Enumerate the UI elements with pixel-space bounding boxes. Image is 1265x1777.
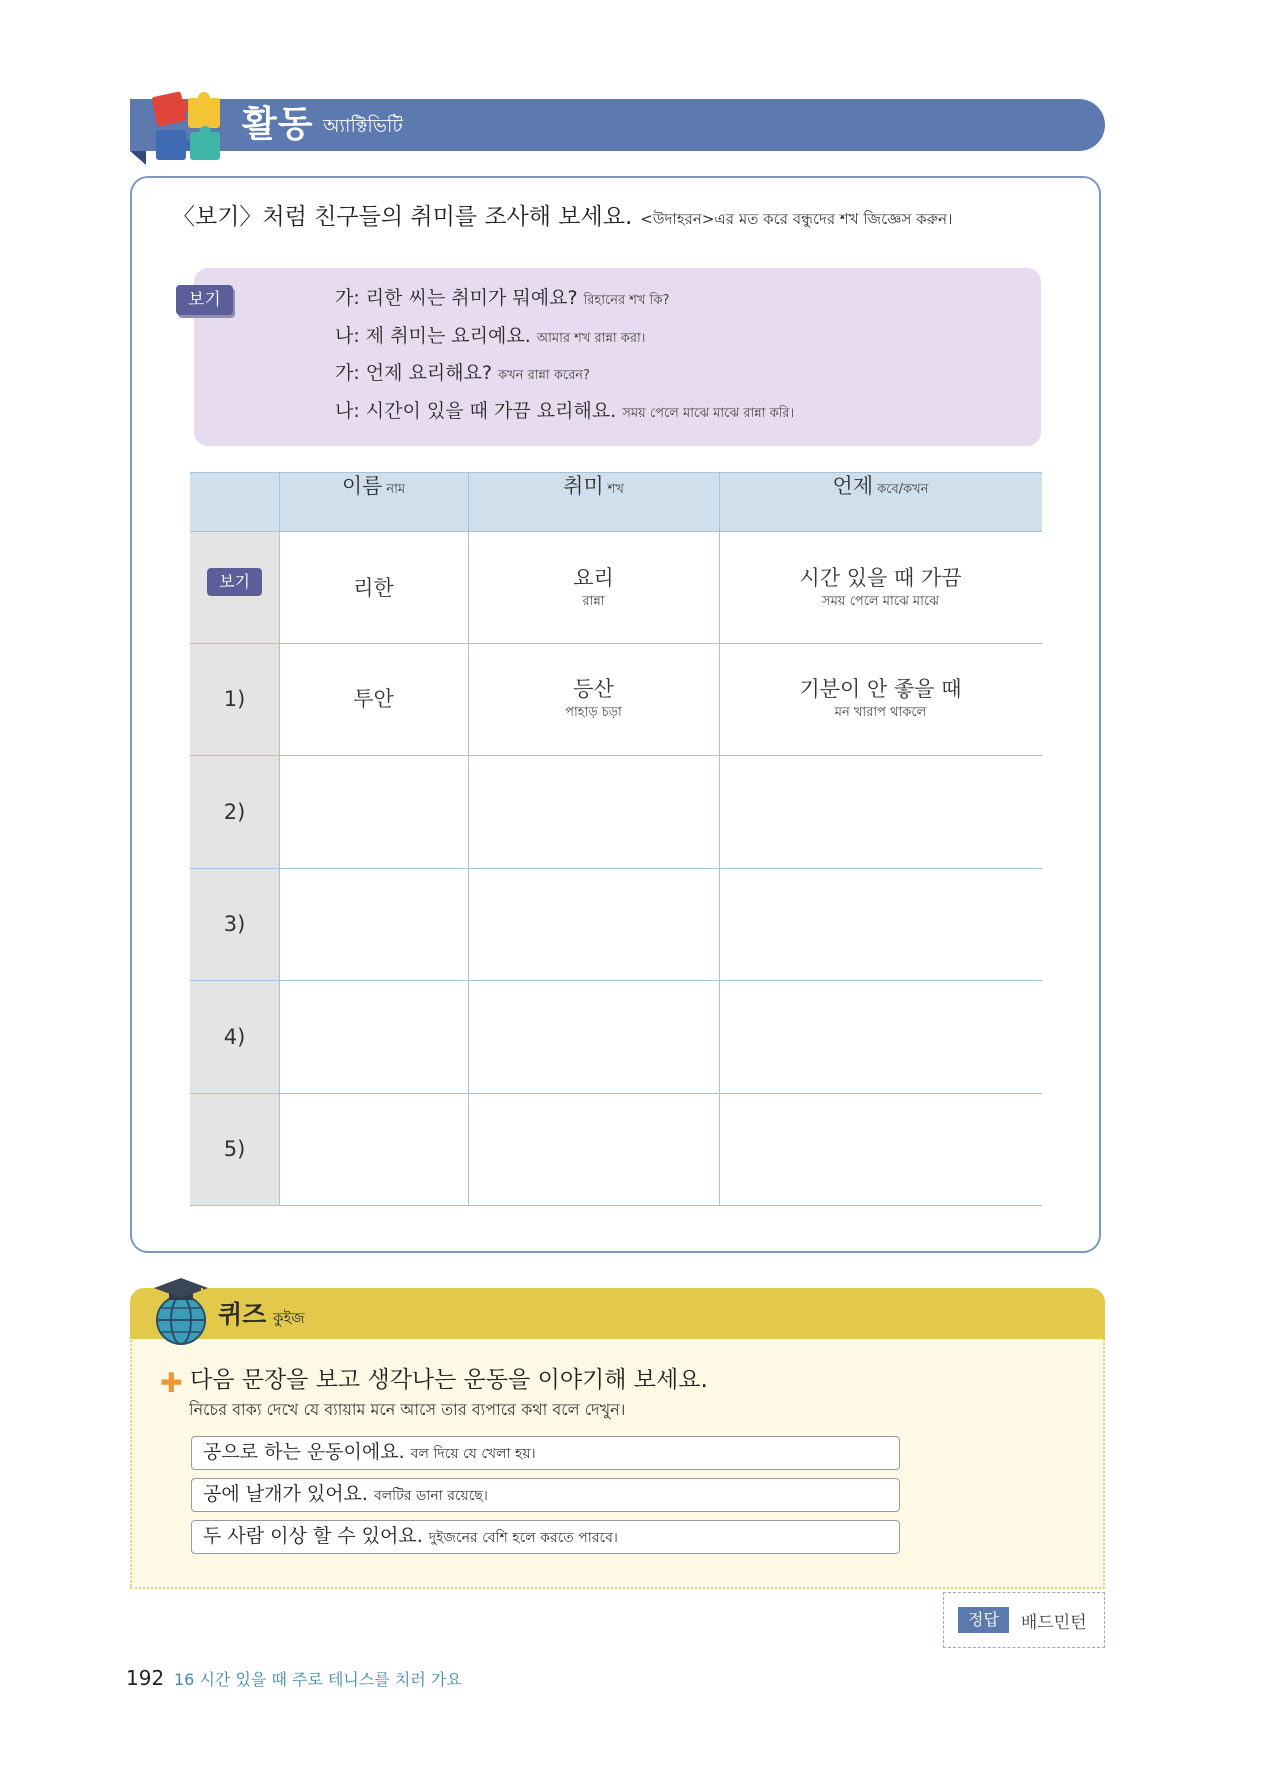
row-label — [190, 1093, 279, 1205]
table-cell-when[interactable] — [719, 980, 1042, 1093]
cell-hobby-korean: 요리 — [573, 565, 614, 590]
table-cell-hobby[interactable] — [468, 643, 719, 755]
table-divider — [190, 1205, 1042, 1206]
instruction-bengali: <উদাহরন>এর মত করে বন্ধুদের শখ জিজ্ঞেস করুন। — [640, 210, 953, 228]
dialog-line-bengali: রিহানের শখ কি? — [583, 293, 670, 308]
hint-korean: 공으로 하는 운동이에요. — [203, 1441, 405, 1463]
dialog-line — [335, 318, 794, 356]
row-number: 3) — [223, 912, 246, 936]
dialog-line — [335, 355, 794, 393]
table-cell-when[interactable] — [719, 643, 1042, 755]
quiz-subtitle: কুইজ — [273, 1309, 305, 1327]
header-korean: 취미 — [563, 474, 604, 498]
table-cell-when[interactable] — [719, 1093, 1042, 1205]
row-label — [190, 755, 279, 868]
table-cell-name[interactable] — [279, 868, 468, 980]
row-label — [190, 868, 279, 980]
dialog-line — [335, 393, 794, 431]
cell-hobby-bengali: রান্না — [582, 593, 605, 609]
dialog-line — [335, 280, 794, 318]
cell-name-text: 리한 — [353, 575, 394, 600]
answer-value: 배드민턴 — [1020, 1612, 1087, 1633]
dialog-line-bengali: সময় পেলে মাঝে মাঝে রান্না করি। — [622, 405, 795, 421]
row-number: 2) — [223, 799, 246, 824]
quiz-hint-box — [191, 1520, 900, 1554]
activity-instruction — [172, 200, 952, 236]
quiz-question-korean: 다음 문장을 보고 생각나는 운동을 이야기해 보세요. — [190, 1367, 708, 1393]
table-cell-name[interactable] — [279, 755, 468, 868]
hint-bengali: দুইজনের বেশি হলে করতে পারবে। — [428, 1530, 618, 1546]
cell-when-bengali: সময় পেলে মাঝে মাঝে — [822, 593, 939, 609]
header-korean: 이름 — [341, 474, 383, 498]
header-bengali: নাম — [386, 482, 406, 497]
cell-when-korean: 시간 있을 때 가끔 — [799, 565, 962, 590]
quiz-hint-box — [191, 1436, 900, 1470]
cell-hobby-bengali: পাহাড় চড়া — [565, 705, 622, 720]
example-badge: 보기 — [207, 568, 262, 596]
quiz-question-bengali: নিচের বাক্য দেখে যে ব্যায়াম মনে আসে তার ব্যপারে কথা বলে দেখুন। — [189, 1400, 626, 1419]
table-cell-hobby[interactable] — [468, 1093, 719, 1205]
table-cell-name[interactable] — [279, 1093, 468, 1205]
header-name — [279, 472, 468, 532]
row-number: 1) — [223, 687, 246, 711]
activity-title: 활동 — [242, 104, 314, 145]
header-bengali: কবে/কখন — [877, 482, 929, 497]
page-number: 192 — [126, 1666, 165, 1690]
header-korean: 언제 — [832, 474, 874, 498]
hint-korean: 공에 날개가 있어요. — [203, 1483, 368, 1505]
hint-bengali: বল দিয়ে যে খেলা হয়। — [410, 1446, 536, 1462]
table-cell-when — [719, 532, 1042, 643]
row-label — [190, 532, 279, 643]
quiz-title: 퀴즈 — [218, 1300, 267, 1329]
table-cell-name[interactable] — [279, 643, 468, 755]
table-cell-name[interactable] — [279, 980, 468, 1093]
header-hobby — [468, 472, 719, 532]
header-bengali: শখ — [607, 482, 624, 497]
activity-subtitle: অ্যাক্টিভিটি — [323, 115, 403, 137]
hint-bengali: বলটির ডানা রয়েছে। — [373, 1488, 488, 1504]
puzzle-icon — [150, 88, 226, 164]
cell-name-text: 투안 — [353, 687, 394, 711]
row-number: 4) — [223, 1024, 246, 1049]
row-label — [190, 980, 279, 1093]
table-cell-hobby — [468, 532, 719, 643]
example-dialog — [335, 280, 794, 430]
answer-badge: 정답 — [958, 1607, 1009, 1633]
instruction-korean: 〈보기〉처럼 친구들의 취미를 조사해 보세요. — [172, 204, 633, 230]
row-label — [190, 643, 279, 755]
quiz-hint-box — [191, 1478, 900, 1512]
dialog-line-korean: 나: 제 취미는 요리예요. — [335, 324, 531, 347]
dialog-line-korean: 가: 언제 요리해요? — [335, 362, 493, 384]
answer-box — [943, 1592, 1105, 1648]
graduation-globe-icon — [152, 1276, 210, 1346]
dialog-line-bengali: কখন রান্না করেন? — [498, 368, 590, 383]
cell-when-korean: 기분이 안 좋을 때 — [799, 677, 962, 701]
chapter-title: 16 시간 있을 때 주로 테니스를 치러 가요 — [174, 1670, 462, 1689]
dialog-line-bengali: আমার শখ রান্না করা। — [536, 330, 646, 346]
hint-korean: 두 사람 이상 할 수 있어요. — [203, 1525, 423, 1547]
table-cell-name — [279, 532, 468, 643]
cell-when-bengali: মন খারাপ থাকলে — [834, 705, 927, 720]
row-number: 5) — [223, 1137, 246, 1161]
example-badge: 보기 — [176, 285, 233, 315]
cell-hobby-korean: 등산 — [573, 677, 614, 701]
hobby-survey-table — [190, 472, 1042, 1206]
activity-banner-fold — [130, 151, 146, 165]
table-cell-hobby[interactable] — [468, 980, 719, 1093]
table-cell-when[interactable] — [719, 868, 1042, 980]
table-cell-when[interactable] — [719, 755, 1042, 868]
header-when — [719, 472, 1042, 532]
table-cell-hobby[interactable] — [468, 868, 719, 980]
plus-icon: ✚ — [160, 1368, 183, 1399]
dialog-line-korean: 가: 리한 씨는 취미가 뭐예요? — [335, 287, 578, 309]
dialog-line-korean: 나: 시간이 있을 때 가끔 요리해요. — [335, 399, 617, 422]
table-cell-hobby[interactable] — [468, 755, 719, 868]
